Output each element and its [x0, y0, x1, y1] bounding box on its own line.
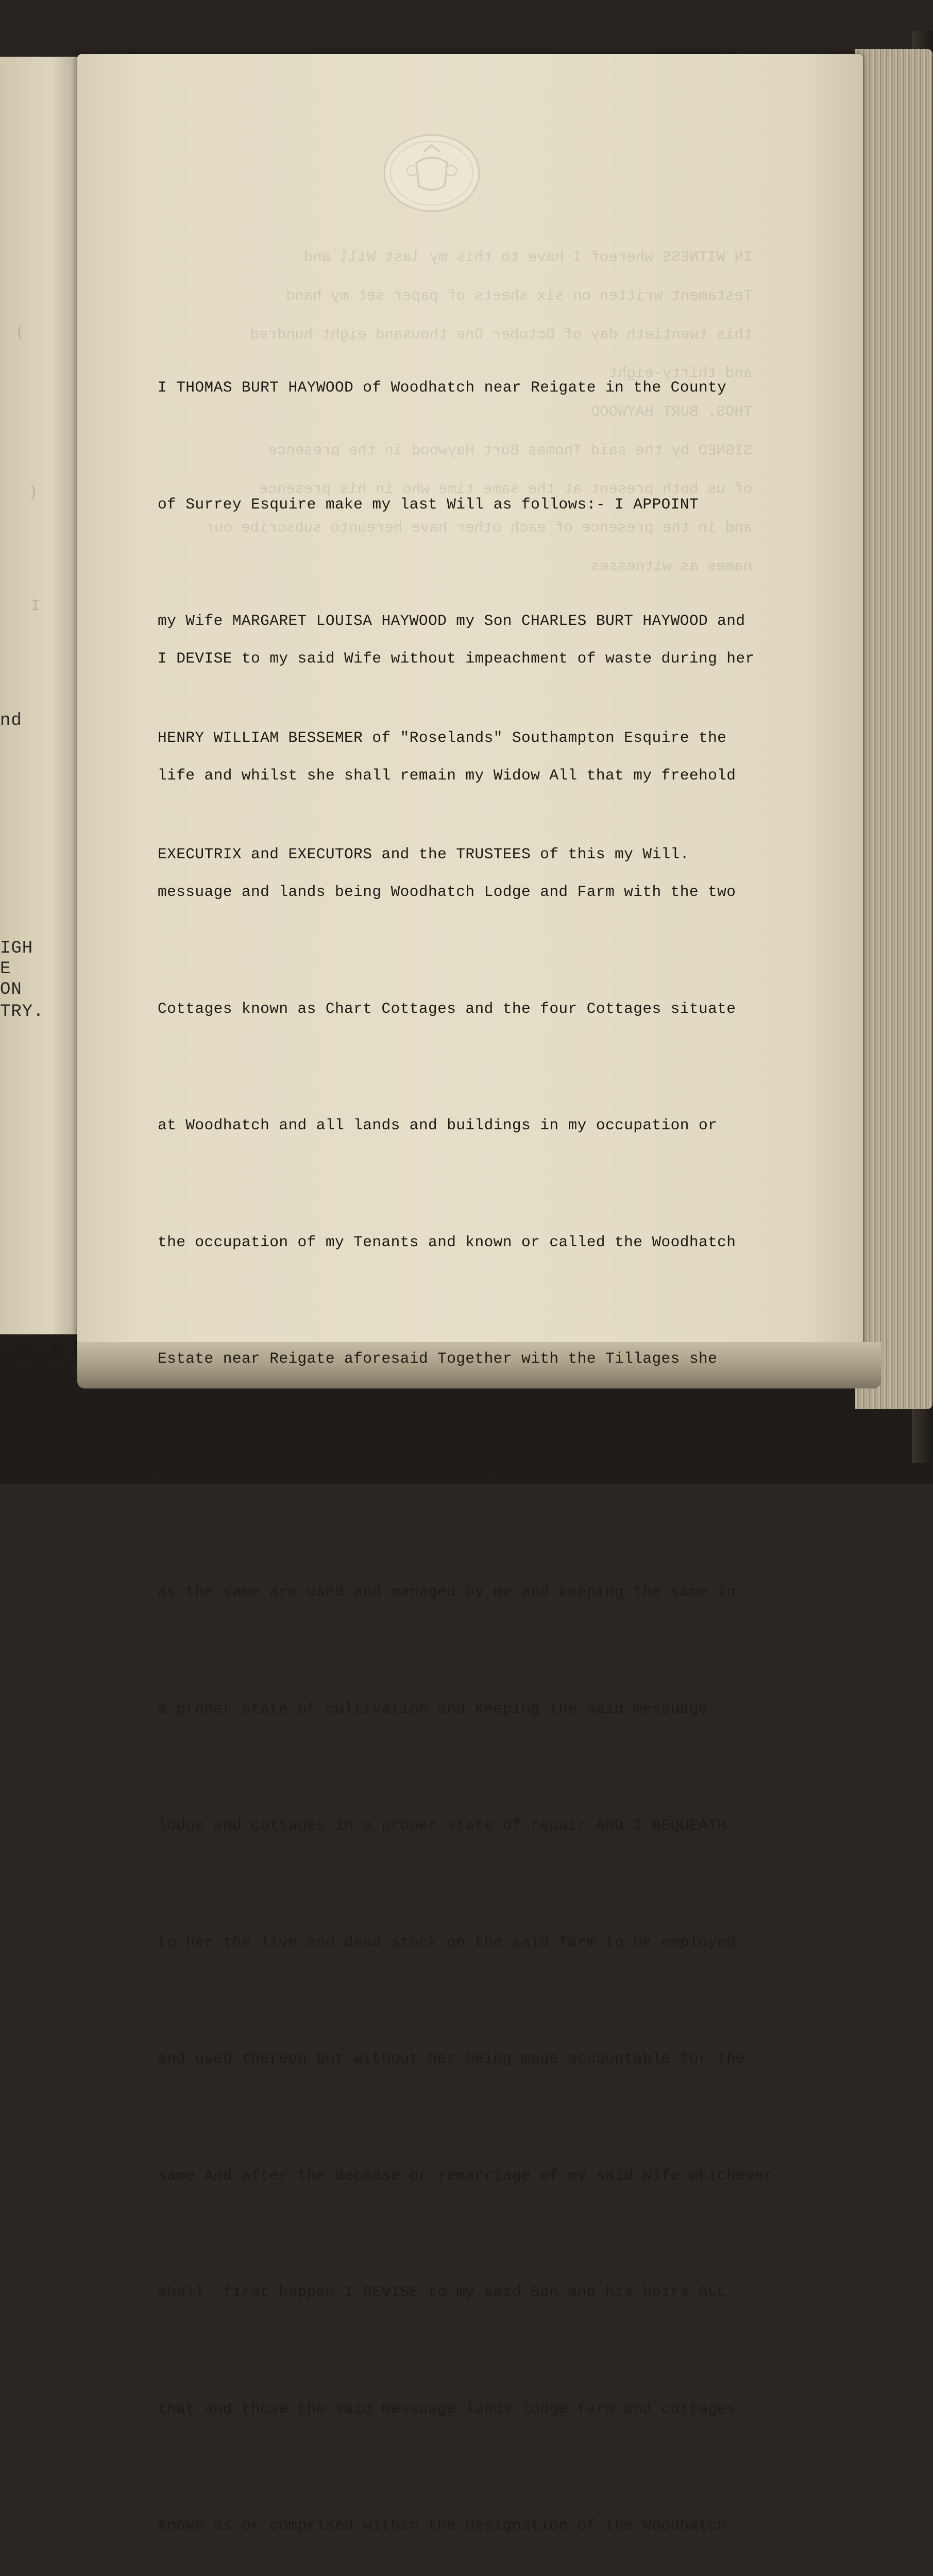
text-line: my Wife MARGARET LOUISA HAYWOOD my Son CHARLES BURT HAYWOOD and	[158, 612, 745, 630]
embossed-seal-icon	[380, 132, 483, 214]
text-line: lodge and cottages in a proper state of repair AND I BEQUEATH	[158, 1817, 727, 1834]
text-line: that and those the said messuage lands lodge farm and cottages	[158, 2400, 736, 2418]
text-line: the occupation of my Tenants and known or called the Woodhatch	[158, 1233, 736, 1251]
left-fragment-on: ON	[0, 980, 22, 999]
text-line: a proper state of cultivation and keeping the said messuage	[158, 1700, 708, 1718]
text-line: and used thereon but without her being made accountable for the	[158, 2050, 745, 2067]
page-stack-edge	[855, 49, 932, 1409]
text-line: Cottages known as Chart Cottages and the four Cottages situate	[158, 999, 736, 1018]
text-line: messuage and lands being Woodhatch Lodge and Farm with the two	[158, 883, 736, 901]
text-line: EXECUTRIX and EXECUTORS and the TRUSTEES of this my Will.	[158, 845, 689, 863]
left-fragment-igh: IGH	[0, 939, 33, 958]
text-line: of Surrey Esquire make my last Will as follows:- I APPOINT	[158, 495, 699, 513]
text-line: same And after the decease or remarriage of my said Wife whichever	[158, 2166, 773, 2184]
left-facing-page: ( ) I nd IGH E ON TRY.	[0, 57, 85, 1334]
left-fragment-e: E	[0, 959, 11, 979]
left-fragment-try: TRY.	[0, 1002, 44, 1022]
text-line: life and whilst she shall remain my Widow All that my freehold	[158, 766, 736, 784]
text-line: keeping and managing the said lands and farm in like manner	[158, 1466, 708, 1484]
bleed-through-text: IN WITNESS whereof I have to this my last Will and Testament written on six sheets of paper set my hand this twentieth day of October One thousand eight hundred and thirty-eight THOS. BURT HAYWOOD SIGNED by the said Thomas Burt Haywood in the presence of us both present at the same time who in his presence and in the presence of each other have hereunto subscribe our names as witnesses	[205, 249, 752, 575]
will-paragraph-devise	[158, 562, 773, 2576]
text-line: I DEVISE to my said Wife without impeachment of waste during her	[158, 650, 755, 667]
left-fragment-nd: nd	[0, 711, 22, 731]
text-line: to her the live and dead stock on the said farm to be employed	[158, 1933, 736, 1951]
text-line: shall first happen I DEVISE to my said Son and his heirs ALL	[158, 2283, 727, 2301]
text-line: at Woodhatch and all lands and buildings in my occupation or	[158, 1116, 718, 1134]
text-line: as the same are used and managed by me and keeping the same in	[158, 1583, 736, 1601]
text-line: known as or comprised within the designation of the Woodhatch	[158, 2517, 727, 2534]
text-line: HENRY WILLIAM BESSEMER of "Roselands" Southampton Esquire the	[158, 728, 727, 747]
text-line: I THOMAS BURT HAYWOOD of Woodhatch near Reigate in the County	[158, 379, 727, 396]
text-line: Estate near Reigate aforesaid Together with the Tillages she	[158, 1350, 718, 1367]
